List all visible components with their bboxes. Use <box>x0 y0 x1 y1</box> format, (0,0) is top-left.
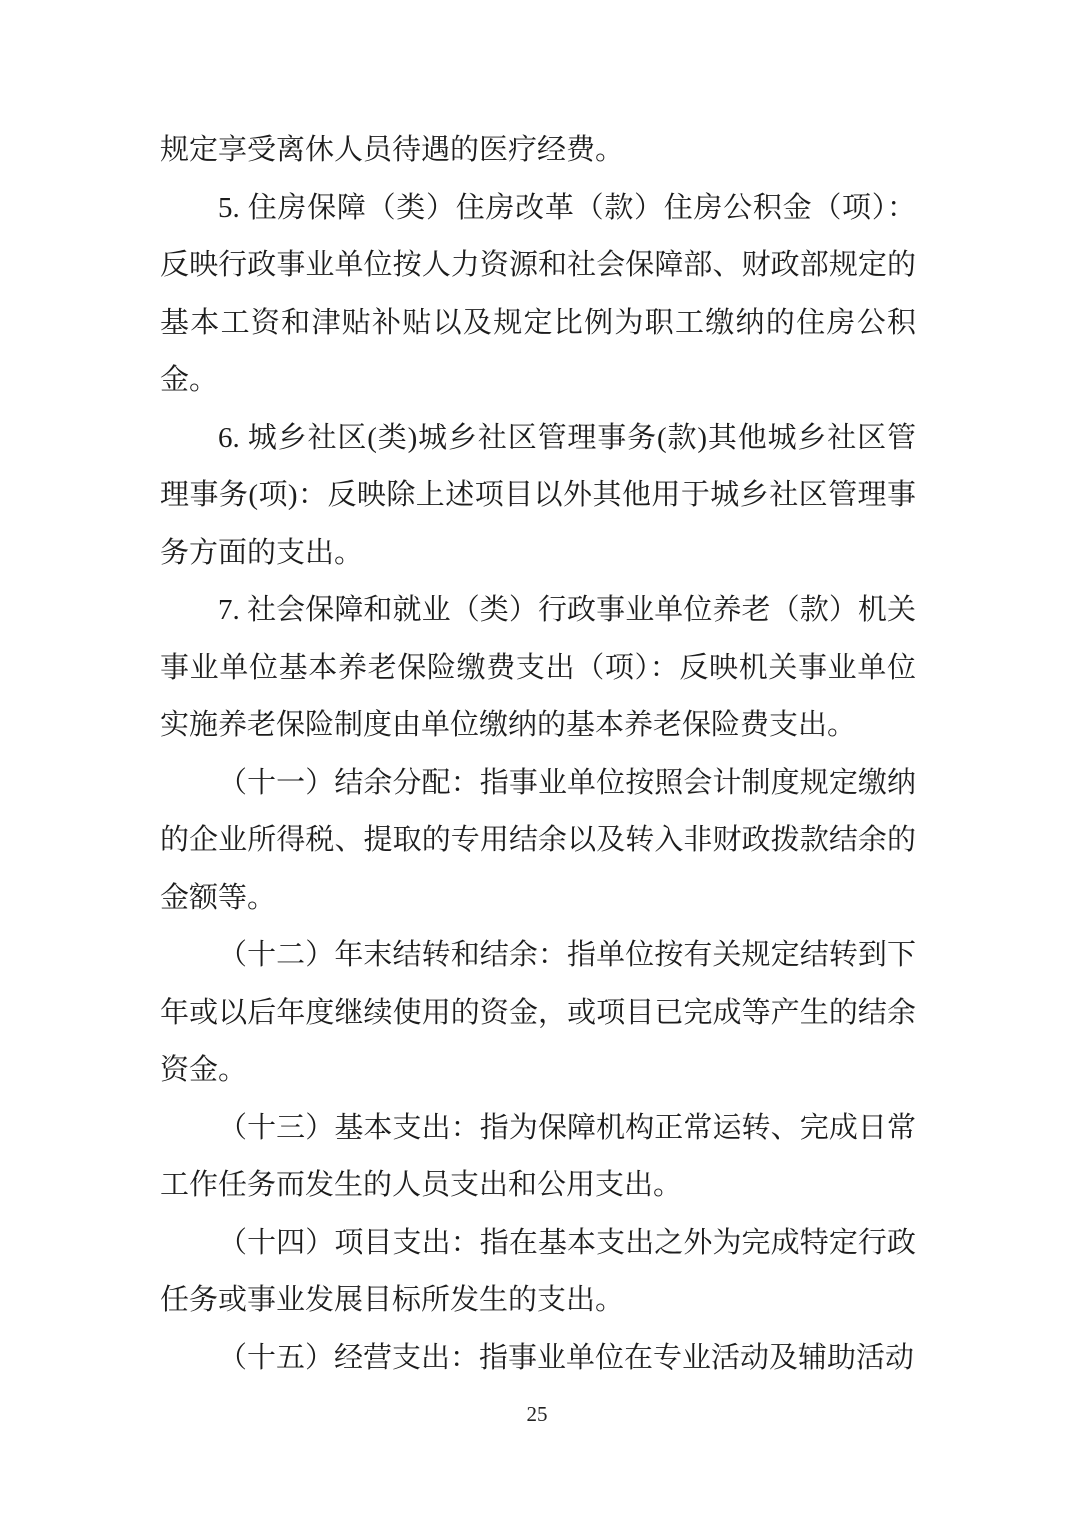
paragraph: （十四）项目支出：指在基本支出之外为完成特定行政任务或事业发展目标所发生的支出。 <box>160 1226 916 1316</box>
paragraph: 7. 社会保障和就业（类）行政事业单位养老（款）机关事业单位基本养老保险缴费支出（项）：反映机关事业单位实施养老保险制度由单位缴纳的基本养老保险费支出。 <box>160 594 916 741</box>
paragraph: （十三）基本支出：指为保障机构正常运转、完成日常工作任务而发生的人员支出和公用支出。 <box>160 1111 916 1201</box>
document-body <box>160 122 916 1387</box>
paragraph: （十二）年末结转和结余：指单位按有关规定结转到下年或以后年度继续使用的资金，或项目已完成等产生的结余资金。 <box>160 939 916 1086</box>
paragraph: （十一）结余分配：指事业单位按照会计制度规定缴纳的企业所得税、提取的专用结余以及转入非财政拨款结余的金额等。 <box>160 766 916 914</box>
paragraph: 6. 城乡社区(类)城乡社区管理事务(款)其他城乡社区管理事务(项)：反映除上述项目以外其他用于城乡社区管理事务方面的支出。 <box>160 421 916 569</box>
paragraph: 5. 住房保障（类）住房改革（款）住房公积金（项）：反映行政事业单位按人力资源和社会保障部、财政部规定的基本工资和津贴补贴以及规定比例为职工缴纳的住房公积金。 <box>160 191 916 396</box>
page-number: 25 <box>526 1402 548 1426</box>
paragraph: （十五）经营支出：指事业单位在专业活动及辅助活动 <box>218 1341 915 1374</box>
paragraph: 规定享受离休人员待遇的医疗经费。 <box>160 134 625 166</box>
